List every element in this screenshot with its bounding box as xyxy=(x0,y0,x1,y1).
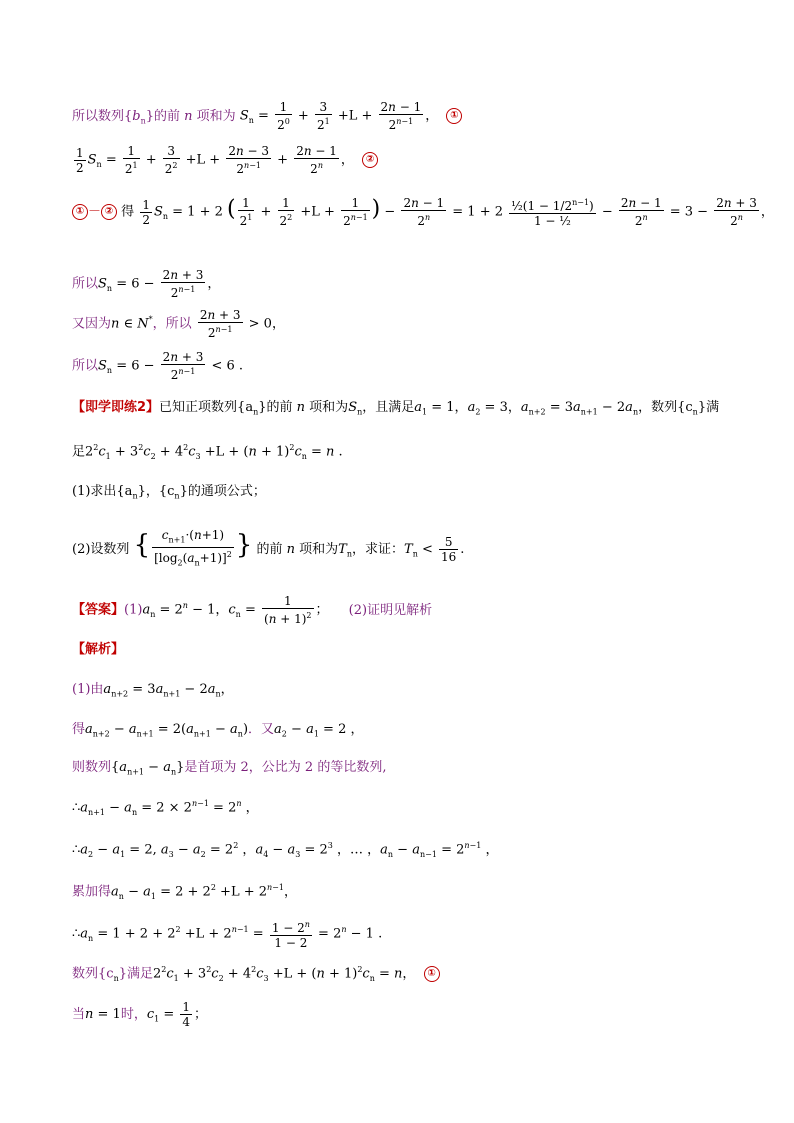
analysis-line-4: $\therefore a_{n+1} - a_n = 2 \times 2^{n-1} = 2^n$ ， xyxy=(72,799,259,817)
question-text: }的通项公式； xyxy=(179,484,266,499)
analysis-text: }满足 xyxy=(118,966,153,982)
line-subtract: ① － ② 得 $\frac{1}{2}$ $S_n = 1 + 2$ ( $\frac{1}{2^1}$ + $\frac{1}{2^2}$ +L + $\frac{1}{2^{n-1}}$ ) − $\frac{2n - 1}{2^n}$ = 1 + 2 $\frac{\frac{1}{2}(1 - 1/2^{n-1})}{\text{1 − ½}}$ − $\frac{2n - 1}{2^n}$ = 3 − $\frac{2n + 3}{2^n}$ ， xyxy=(72,196,774,228)
line-sum-definition: 所以数列$\{b_n\}$的前 n 项和为 $S_n$ = $\frac{1}{2^0}$ + $\frac{3}{2^1}$ +L + $\frac{2n - 1}{2^{n-1}}$ ， ① xyxy=(72,100,462,132)
analysis-label-line xyxy=(72,642,124,658)
analysis-line-3: 则数列$\{a_{n+1} - a_n\}$是首项为 2，公比为 2 的等比数列, xyxy=(72,760,387,777)
analysis-line-9: 当n = 1时，$c_1$ = $\frac{1}{4}$ ； xyxy=(72,1000,208,1029)
exercise-text: 项和为 xyxy=(309,400,349,415)
exercise-text: ，且满足 xyxy=(362,400,415,415)
analysis-text: ．又 xyxy=(248,722,275,737)
answer-text: (1) xyxy=(124,602,143,618)
exercise-text: 足 xyxy=(72,444,86,460)
exercise-text: }的前 xyxy=(258,400,293,415)
analysis-line-6: 累加得$a_n - a_1 = 2 + 2^2 +L + 2^{n-1}$， xyxy=(72,883,297,901)
question-text: 的前 xyxy=(256,541,283,557)
question-text: ，求证： xyxy=(352,541,405,557)
analysis-text: 则数列 xyxy=(72,760,112,775)
analysis-text: 得 xyxy=(72,722,86,737)
analysis-text: (1)由 xyxy=(72,682,104,697)
text-prefix: 所以数列$\{b_n\}$的前 n 项和为 xyxy=(72,108,236,126)
circle-2-marker: ② xyxy=(362,152,378,168)
text-suoyi: 所以 xyxy=(72,276,99,292)
line-sn-bound: 所以$S_n = 6$ − $\frac{2n + 3}{2^{n-1}}$ < 6 . xyxy=(72,350,244,382)
question-1: (1)求出$\{a_n\}$，$\{c_n\}$的通项公式； xyxy=(72,484,266,501)
exercise-label: 【即学即练2】 xyxy=(72,400,160,415)
analysis-text: 累加得 xyxy=(72,884,112,900)
answer-label: 【答案】 xyxy=(72,602,125,618)
circle-1-marker: ① xyxy=(72,204,88,220)
text-youyinwei: 又因为 xyxy=(72,316,112,332)
exercise-line-2: 足$2^2c_1 + 3^2c_2 + 4^2c_3 +L + (n + 1)^2c_n = n$ . xyxy=(72,443,343,461)
exercise-line-1: 【即学即练2】已知正项数列$\{a_n\}$的前 n 项和为$S_n$，且满足$a_1 = 1$，$a_2 = 3$，$a_{n+2} = 3a_{n+1} - 2a_n$，数列$\{c_n\}$满 xyxy=(72,400,720,417)
minus-sign: － xyxy=(88,204,102,220)
analysis-text: 是首项为 2，公比为 2 的等比数列, xyxy=(184,760,387,775)
line-half-sum: $\frac{1}{2}$ $S_n$ = $\frac{1}{2^1}$ + $\frac{3}{2^2}$ +L + $\frac{2n - 3}{2^{n-1}}$ + $\frac{2n - 1}{2^n}$ ， ② xyxy=(72,144,378,176)
analysis-line-2: 得$a_{n+2} - a_{n+1} = 2(a_{n+1} - a_n)$．又$a_2 - a_1 = 2$ ， xyxy=(72,722,364,739)
exercise-text: }满 xyxy=(697,400,720,415)
question-2: (2)设数列 { $\frac{c_{n+1}\cdot(n+1)}{[\log_2(a_n+1)]^2}$ } 的前 n 项和为$T_n$，求证：$T_n$ < $\frac{5}{16}$ . xyxy=(72,528,465,568)
line-sn-result: 所以$S_n = 6$ − $\frac{2n + 3}{2^{n-1}}$ ， xyxy=(72,268,221,300)
exercise-text: 已知正项数列{a xyxy=(159,400,254,415)
circle-1-marker: ① xyxy=(446,108,462,124)
circle-2-marker: ② xyxy=(101,204,117,220)
analysis-line-7: $\therefore a_n = 1 + 2 + 2^2 +L + 2^{n-1}$ = $\frac{1 - 2^n}{1 - 2}$ = $2^n - 1$ . xyxy=(72,920,383,950)
analysis-text: 当 xyxy=(72,1007,86,1022)
text-suoyi: 所以 xyxy=(72,358,99,374)
answer-text: (2)证明见解析 xyxy=(348,602,433,618)
question-text: }，{c xyxy=(137,484,175,499)
line-positive: 又因为n ∈ N*，所以 $\frac{2n + 3}{2^{n-1}}$ > 0， xyxy=(72,308,285,340)
question-text: (1)求出{a xyxy=(72,484,133,499)
question-text: (2)设数列 xyxy=(72,541,130,557)
analysis-text: 数列{c xyxy=(72,966,114,982)
text-suoyi: ，所以 xyxy=(152,316,192,332)
analysis-line-5: $\therefore a_2 - a_1 = 2$, $a_3 - a_2 = 2^2$ ，$a_4 - a_3 = 2^3$ ，… ，$a_n - a_{n-1} = 2^{n-1}$ ， xyxy=(72,841,499,859)
analysis-line-8: 数列$\{c_n\}$满足$2^2c_1 + 3^2c_2 + 4^2c_3 +L + (n + 1)^2c_n = n$， ① xyxy=(72,962,440,987)
exercise-text: ，数列{c xyxy=(638,400,693,415)
circle-1-marker: ① xyxy=(424,966,440,982)
question-text: 项和为 xyxy=(299,541,339,557)
analysis-label: 【解析】 xyxy=(72,642,125,657)
answer-line: 【答案】$(1)a_n = 2^n - 1$，$c_n$ = $\frac{1}{(n + 1)^2}$ ； (2)证明见解析 xyxy=(72,594,433,626)
analysis-text: 时， xyxy=(120,1007,147,1022)
analysis-line-1: (1)由$a_{n+2} = 3a_{n+1} - 2a_n$， xyxy=(72,682,234,699)
text-de: 得 xyxy=(121,204,135,220)
